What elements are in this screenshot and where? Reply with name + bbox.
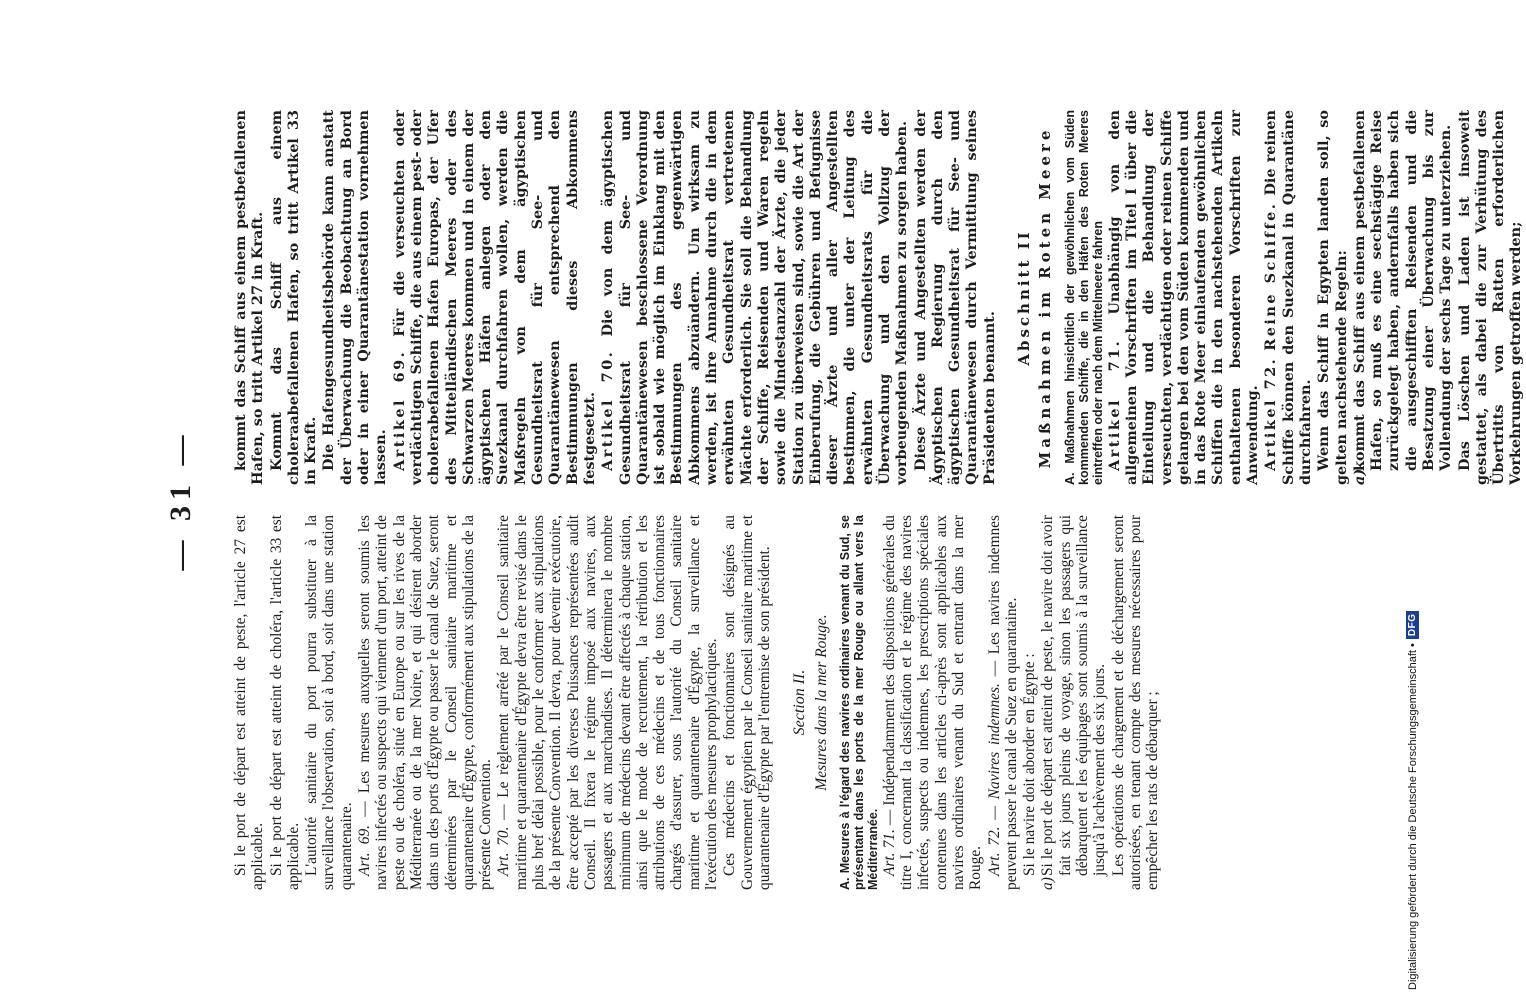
list-item-text: Si le port de départ est atteint de peste, le navire doit avoir fait six jours pleins de voyage, sinon les passagers qui débarquent et les équipages sont soumis à la surveillance jusqu'à l'achèvement des six jours. — [1039, 515, 1109, 876]
article-text: Die reinen Schiffe können den Suezkanal in Quarantäne durchfahren. — [1262, 110, 1314, 485]
section-subtitle: Mesures dans la mer Rouge. — [812, 614, 830, 791]
article-title: — Navires indemnes. — [985, 683, 1003, 820]
german-column — [232, 110, 1526, 485]
paragraph: Kommt das Schiff aus einem choleraabefallenen Hafen, so tritt Artikel 33 in Kraft. — [267, 110, 320, 485]
article-text: Für die verseuchten oder verdächtigen Schiffe, die aus einem pest- oder cholerabefallenen Hafen Europas, der Ufer des Mittelländischen Meeres oder des Schwarzen Meeres kommen und in einem der ägyptischen Häfen anlegen oder den Suezkanal durchfahren wollen, werden die Maßregeln von dem ägyptischen Gesundheitsrat für See- und Quarantänewesen entsprechend den Bestimmungen dieses Abkommens festgesetzt. — [390, 109, 598, 485]
dfg-logo: DFG — [1406, 611, 1419, 640]
paragraph: Si le navire doit aborder en Égypte : — [1021, 653, 1039, 876]
article-label: Art. 72. — [985, 826, 1003, 876]
subsection-heading: A. Mesures à l'égard des navires ordinaires venant du Sud, se présentant dans les ports de la mer Rouge ou allant vers la Méditerranée. — [837, 515, 880, 890]
article-69 — [391, 110, 599, 485]
paragraph: kommt das Schiff aus einem pestbefallenen Hafen, so tritt Artikel 27 in Kraft. — [232, 110, 267, 485]
paragraph: Si le port de départ est atteint de choléra, l'article 33 est applicable. — [267, 515, 302, 890]
article-text: Die von dem ägyptischen Gesundheitsrat für See- und Quarantänewesen beschlossene Verordnung ist sobald wie möglich im Einklang mit den Bestimmungen des gegenwärtigen Abkommens abzuändern. Um wirksam zu werden, ist ihre Annahme durch die in dem erwähnten Gesundheitsrat vertretenen Mächte erforderlich. Sie soll die Behandlung der Schiffe, Reisenden und Waren regeln sowie die Mindestanzahl der Ärzte, die jeder Station zu überweisen sind, sowie die Art der Einberufung, die Gebühren und Befugnisse dieser Ärzte und aller Angestellten bestimmen, die unter der Leitung des erwähnten Gesundheitsrats für die Überwachung und den Vollzug der vorbeugenden Maßnahmen zu sorgen haben. — [599, 110, 911, 485]
paragraph: Wenn das Schiff in Egypten landen soll, so gelten nachstehende Regeln: — [1315, 110, 1350, 485]
paragraph: Diese Ärzte und Angestellten werden der Ägyptischen Regierung durch den ägyptischen Gesundheitsrat für See- und Quarantänewesen durch Vermittlung seines Präsidenten benannt. — [911, 110, 998, 485]
article-title: Reine Schiffe. — [1262, 201, 1280, 351]
article-70 — [495, 515, 720, 890]
paragraph: Ces médecins et fonctionnaires sont désignés au Gouvernement égyptien par le Conseil sanitaire maritime et quarantenaire d'Égypte par l'entremise de son président. — [721, 515, 773, 890]
article-72 — [986, 515, 1021, 890]
section-subtitle: Maßnahmen im Roten Meere — [1036, 126, 1055, 469]
article-text: — Indépendamment des dispositions générales du titre I, concernant la classification et le régime des navires infectés, suspects ou indemnes, les prescriptions spéciales contenues dans les articles ci-après sont applicables aux navires ordinaires venant du Sud et entrant dans la mer Rouge. — [880, 515, 985, 890]
paragraph: Si le port de départ est atteint de peste, l'article 27 est applicable. — [232, 515, 267, 890]
article-70 — [599, 110, 910, 485]
section-title: Abschnitt II — [1015, 229, 1034, 366]
paragraph: Die Hafengesundheitsbehörde kann anstatt der Überwachung die Beobachtung an Bord oder in einer Quarantänestation vornehmen lassen. — [320, 110, 390, 485]
article-label: Artikel 71. — [1105, 338, 1123, 471]
credit-text: Digitalisierung gefördert durch die Deutsche Forschungsgemeinschaft • — [1406, 643, 1419, 990]
article-71 — [1106, 110, 1262, 485]
list-item — [1039, 515, 1108, 890]
article-text: Unabhängig von den allgemeinen Vorschriften im Titel I über die Einteilung und die Behandlung der verseuchten, verdächtigen oder reinen Schiffe gelangen bei den vom Süden kommenden und in das Rote Meer einlaufenden gewöhnlichen Schiffen die in den nachstehenden Artikeln enthaltenen besonderen Vorschriften zur Anwendung. — [1105, 110, 1262, 485]
list-item-text: kommt das Schiff aus einem pestbefallenen Hafen, so muß es eine sechstägige Reise zurückgelegt haben, andernfalls haben sich die ausgeschifften Reisenden und die Besatzung einer Überwachung bis zur Vollendung der sechs Tage zu unterziehen. — [1350, 110, 1455, 471]
paragraph: Das Löschen und Laden ist insoweit gestattet, als dabei die zur Verhütung des Übertritts von Ratten erforderlichen Vorkehrungen getroffen werden; — [1455, 110, 1525, 485]
section-title: Section II. — [791, 669, 809, 736]
article-label: Art. 71. — [880, 829, 898, 876]
article-label: Artikel 70. — [599, 349, 617, 471]
credit-line — [1406, 611, 1419, 990]
article-label: Artikel 69. — [390, 349, 408, 471]
article-label: Art. 69. — [356, 824, 374, 876]
article-72 — [1262, 110, 1314, 485]
article-text: — Le règlement arrêté par le Conseil sanitaire maritime et quarantenaire d'Égypte devra être revisé dans le plus bref délai possible, pour le conformer aux stipulations de la présente Convention. Il devra, pour devenir exécutoire, être accepté par les diverses Puissances représentées audit Conseil. Il fixera le régime imposé aux navires, aux passagers et aux marchandises. Il déterminera le nombre minimum de médecins devant être affectés à chaque station, ainsi que le mode de recrutement, la rétribution et les attributions de ces médecins et de tous fonctionnaires chargés d'assurer, sous l'autorité du Conseil sanitaire maritime et quarantenaire d'Égypte, la surveillance et l'exécution des mesures prophylactiques. — [495, 515, 721, 890]
article-71 — [881, 515, 985, 890]
digitization-credit — [1402, 0, 1432, 1000]
article-text: — Les mesures auxquelles seront soumis les navires infectés ou suspects qui viennent d'un port, atteint de peste ou de choléra, situé en Europe ou sur les rives de la Méditerranée ou de la mer Noire, et qui désirent aborder dans un des ports d'Égypte ou passer le canal de Suez, seront déterminées par le Conseil sanitaire maritime et quarantenaire d'Égypte, conformément aux stipulations de la présente Convention. — [356, 515, 495, 890]
list-item-label: a) — [1039, 877, 1057, 890]
list-item-label: a) — [1350, 468, 1368, 485]
subsection-heading: A. Maßnahmen hinsichtlich der gewöhnlichen vom Süden kommenden Schiffe, die in den Häfen des Roten Meeres eintreffen oder nach dem Mittelmeere fahren — [1062, 110, 1105, 485]
article-69 — [356, 515, 494, 890]
french-column — [232, 515, 1163, 890]
page-number: — 31 — — [164, 429, 197, 571]
article-text: — Les navires indemnes peuvent passer le canal de Suez en quarantaine. — [985, 515, 1020, 890]
paragraph: L'autorité sanitaire du port pourra substituer à la surveillance l'observation, soit à bord, soit dans une station quarantenaire. — [303, 515, 355, 890]
article-label: Art. 70. — [495, 826, 513, 876]
article-label: Artikel 72. — [1262, 356, 1280, 471]
paragraph: Les opérations de chargement et de déchargement seront autorisées, en tenant compte des mesures nécessaires pour empêcher les rats de débarquer ; — [1109, 515, 1162, 890]
